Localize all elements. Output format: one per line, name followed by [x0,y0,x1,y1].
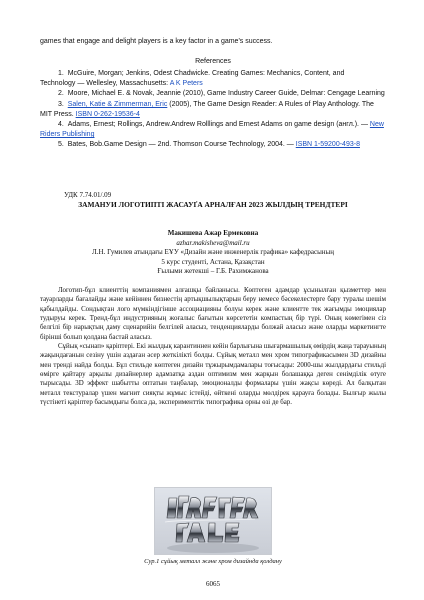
student-line: 5 курс студенті, Астана, Қазақстан [161,257,265,266]
reference-link[interactable]: Salen, Katie & Zimmerman, Eric [67,100,168,108]
chrome-lettering-image [155,488,271,554]
article-title: ЗАМАНУИ ЛОГОТИПТІ ЖАСАУҐА АРНАЛҒАН 2023 ЖЫЛДЫҢ ТРЕНДТЕРІ [78,200,348,209]
author-details [40,239,386,276]
reference-isbn-link[interactable]: ISBN 1-59200-493-8 [295,141,360,149]
udk-code: УДК 7.74.01/.09 [64,191,112,199]
reference-item: 1. McGuire, Morgan; Jenkins, Odest Chadwicke. Creating Games: Mechanics, Content, and Technology — Wellesley, Massachusetts: A K Peters [40,70,345,88]
body-paragraph: Логотип-бұл клиенттің компаниямен алғашқы байланысы. Көптеген адамдар ұсынылған қызметтер мен тауарларды бағалайды және кейіннен бизнестің артықшылықтарын беру немесе бәсекелестерге бару туралы шешім қабылдайды. Сондықтан лого мүмкіндігінше ассоциацияны болуы керек және клиентте тек жағымды эмоциялар тудыруы керек. Тренд-бұл индустрияның жоғалыс бағытын көрсететін компастың бір түрі. Оның көмегімен сіз белгілі бір нарықтың даму сценарийін белгілей аласыз, тенденцияларды болжай аласыз және оларды маркетингте бірінші болып қолдана бастай аласыз. [40,287,386,341]
reference-link[interactable]: New Riders Publishing [40,121,384,139]
page-number: 6065 [206,580,220,588]
figure-chrome-typography-image [154,487,272,555]
reference-isbn-link[interactable]: ISBN 0-262-19536-4 [75,110,140,118]
author-name: Макишева Ажар Ермековна [167,229,259,237]
affiliation-line: Л.Н. Гумилев атындағы ЕҰУ «Дизайн және инженерлік графика» кафедрасының [92,248,334,257]
author-email: azhar.makisheva@mail.ru [176,239,250,247]
article-body [40,286,386,407]
references-list [40,69,386,151]
reference-item: 3. Salen, Katie & Zimmerman, Eric (2005), The Game Design Reader: A Rules of Play Anthology. The MIT Press. ISBN 0-262-19536-4 [40,100,374,118]
intro-tail-text: games that engage and delight players is a key factor in a game's success. [40,38,273,45]
reference-item: 2. Moore, Michael E. & Novak, Jeannie (2010), Game Industry Career Guide, Delmar: Cengage Learning [58,90,385,98]
figure-caption: Сур.1 сұйық металл және хром дизайнда қолдану [144,558,282,565]
reference-link[interactable]: A K Peters [169,80,203,88]
reference-item: 5. Bates, Bob.Game Design — 2nd. Thomson Course Technology, 2004. — ISBN 1-59200-493-8 [58,141,360,149]
supervisor-line: Ғылыми жетекші – Г.Б. Рахимжанова [157,266,269,275]
references-heading: References [195,58,231,65]
body-paragraph: Сұйық «сынап» қаріптері. Екі жылдық карантиннен кейін барлығына шығармашылық өмірдің жаңа тарауының жақындағанын сезіну үшін аздаған әсер жеткілікті болды. Сұйық металл мен хром типографикасымен 3D дизайны мен тренді найда болды. Бұл стильде көптеген дизайн тұжырымдамалары тоғысады: 2000-шы жылдардағы стильді өмірге қайтару арқылы дизайнерлер адамзатқа аздан оптимизм мен жарқын болашаққа деген сенімділік өтуге тырысады. 3D эффект шабытты оптатын таңбалар, эмоционалды формалары үшін жақсы көреді. Ал балқытан металл текстуралар үшен магнит сияқты жұмыс істейді, өйткені оларды мөлдірек қарауға болады. Былғыр жылы түстінеті қаріптер басымдығы болса да, эксперименттік типографика орны өзі де бар. [40,343,387,407]
reference-item: 4. Adams, Ernest; Rollings, Andrew.Andrew Rolllings and Ernest Adams on game design (англ.). — New Riders Publishing [40,121,384,139]
